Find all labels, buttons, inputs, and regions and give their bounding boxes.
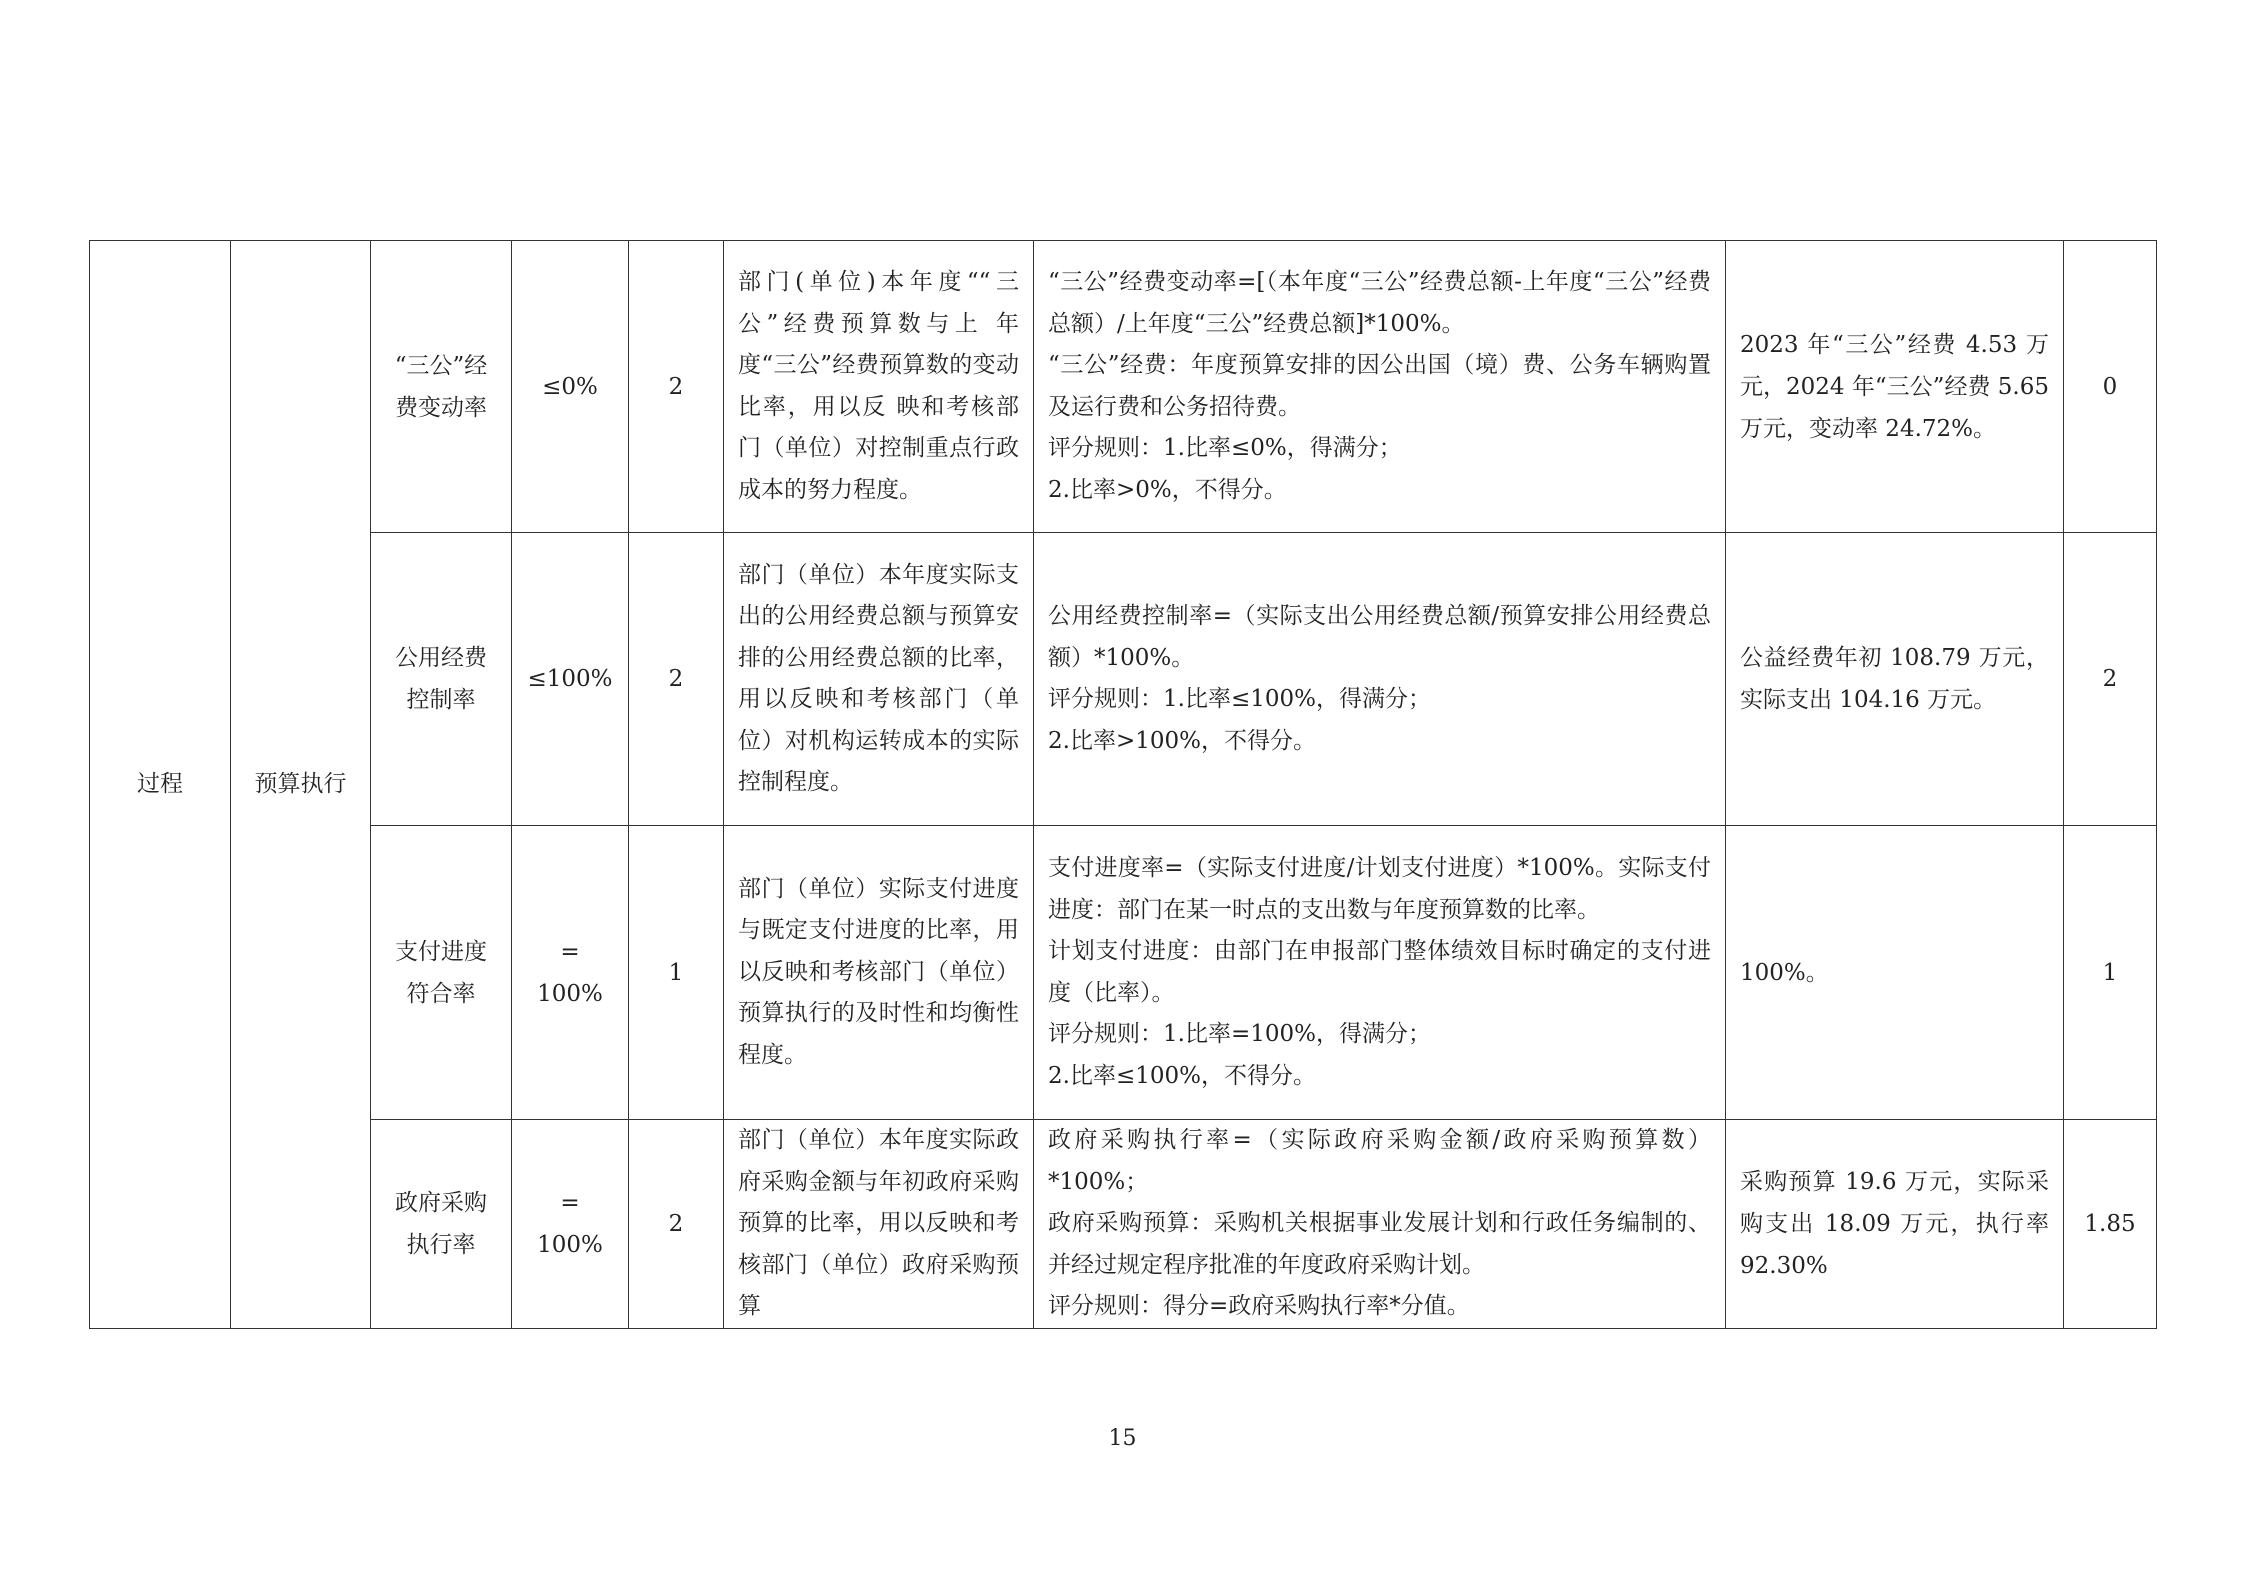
table-row <box>90 533 2157 826</box>
formula-cell <box>1034 533 1726 826</box>
formula-line: 公用经费控制率=（实际支出公用经费总额/预算安排公用经费总额）*100%。 <box>1048 603 1711 671</box>
performance-table <box>89 240 2157 1329</box>
formula-line: 2.比率≤100%，不得分。 <box>1048 1062 1316 1089</box>
indicator-cell: 政府采购执行率 <box>371 1120 512 1329</box>
page-number: 15 <box>1108 1426 1137 1451</box>
formula-cell <box>1034 826 1726 1120</box>
formula-line: 评分规则：得分=政府采购执行率*分值。 <box>1048 1293 1470 1319</box>
score-cell: 1 <box>2064 826 2157 1120</box>
formula-line: “三公”经费变动率=[（本年度“三公”经费总额-上年度“三公”经费总额）/上年度“三公”经费总额]*100%。 <box>1048 269 1711 337</box>
weight-cell: 2 <box>629 533 724 826</box>
description-cell: 部门（单位）本年度实际支出的公用经费总额与预算安排的公用经费总额的比率，用以反映和考核部门（单位）对机构运转成本的实际控制程度。 <box>724 533 1034 826</box>
formula-cell <box>1034 241 1726 533</box>
formula-line: 2.比率>100%，不得分。 <box>1048 727 1316 754</box>
table-row <box>90 1120 2157 1329</box>
actual-cell: 2023 年“三公”经费 4.53 万元，2024 年“三公”经费 5.65 万元，变动率 24.72%。 <box>1726 241 2064 533</box>
indicator-cell: “三公”经费变动率 <box>371 241 512 533</box>
formula-line: 评分规则：1.比率≤0%，得满分； <box>1048 435 1402 461</box>
formula-line: 政府采购执行率=（实际政府采购金额/政府采购预算数）*100%； <box>1048 1127 1711 1195</box>
level2-cell: 预算执行 <box>231 241 371 1329</box>
actual-cell: 公益经费年初 108.79 万元，实际支出 104.16 万元。 <box>1726 533 2064 826</box>
level1-cell: 过程 <box>90 241 231 1329</box>
actual-cell: 100%。 <box>1726 826 2064 1120</box>
weight-cell: 2 <box>629 241 724 533</box>
formula-line: 计划支付进度：由部门在申报部门整体绩效目标时确定的支付进度（比率）。 <box>1048 938 1711 1006</box>
description-cell: 部门(单位)本年度““三公”经费预算数与上 年度“三公”经费预算数的变动比率，用以反 映和考核部门（单位）对控制重点行政成本的努力程度。 <box>724 241 1034 533</box>
actual-cell: 采购预算 19.6 万元，实际采购支出 18.09 万元，执行率 92.30% <box>1726 1120 2064 1329</box>
target-cell: = 100% <box>512 1120 629 1329</box>
target-cell: = 100% <box>512 826 629 1120</box>
score-cell: 0 <box>2064 241 2157 533</box>
formula-line: “三公”经费：年度预算安排的因公出国（境）费、公务车辆购置及运行费和公务招待费。 <box>1048 352 1711 420</box>
table-row <box>90 241 2157 533</box>
table-row <box>90 826 2157 1120</box>
target-cell: ≤0% <box>512 241 629 533</box>
weight-cell: 1 <box>629 826 724 1120</box>
formula-line: 支付进度率=（实际支付进度/计划支付进度）*100%。实际支付进度：部门在某一时点的支出数与年度预算数的比率。 <box>1048 855 1711 923</box>
score-cell: 1.85 <box>2064 1120 2157 1329</box>
indicator-cell: 公用经费控制率 <box>371 533 512 826</box>
description-cell: 部门（单位）实际支付进度与既定支付进度的比率，用以反映和考核部门（单位）预算执行的及时性和均衡性程度。 <box>724 826 1034 1120</box>
target-cell: ≤100% <box>512 533 629 826</box>
formula-line: 评分规则：1.比率=100%，得满分； <box>1048 1021 1431 1047</box>
score-cell: 2 <box>2064 533 2157 826</box>
description-cell: 部门（单位）本年度实际政府采购金额与年初政府采购预算的比率，用以反映和考核部门（单位）政府采购预算 <box>724 1120 1034 1329</box>
formula-line: 政府采购预算：采购机关根据事业发展计划和行政任务编制的、并经过规定程序批准的年度政府采购计划。 <box>1048 1210 1711 1278</box>
formula-cell <box>1034 1120 1726 1329</box>
formula-line: 评分规则：1.比率≤100%，得满分； <box>1048 686 1431 712</box>
indicator-cell: 支付进度符合率 <box>371 826 512 1120</box>
formula-line: 2.比率>0%，不得分。 <box>1048 476 1287 503</box>
weight-cell: 2 <box>629 1120 724 1329</box>
